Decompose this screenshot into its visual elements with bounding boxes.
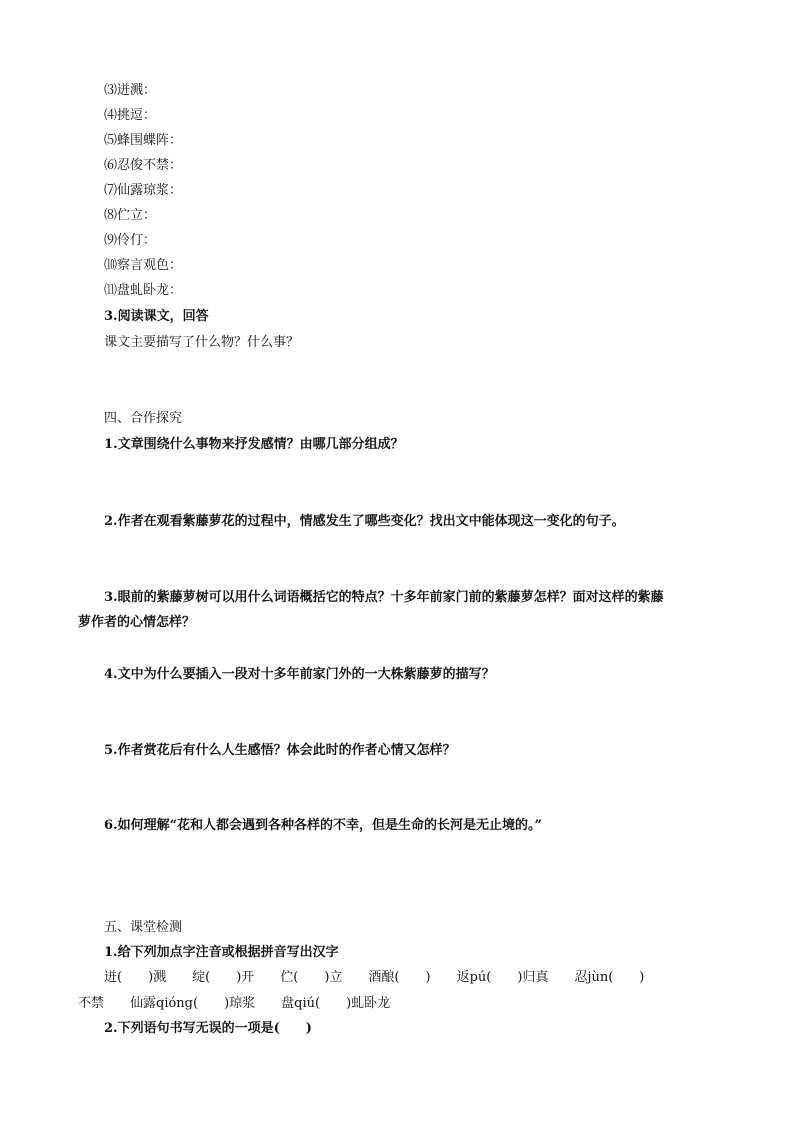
vocab-item: ⑻伫立： [104,208,157,223]
vocab-item: ⑼伶仃： [104,233,157,248]
vocab-item: ⑶迸溅： [104,83,157,98]
section4-q2: 2.作者在观看紫藤萝花的过程中，情感发生了哪些变化？找出文中能体现这一变化的句子。 [104,514,625,529]
section5-heading: 五、课堂检测 [104,920,183,935]
vocab-item: ⑾盘虬卧龙： [104,283,183,298]
section4-q4: 4.文中为什么要插入一段对十多年前家门外的一大株紫藤萝的描写？ [104,667,495,682]
vocab-item: ⑷挑逗： [104,108,157,123]
vocab-item: ⑹忍俊不禁： [104,158,183,173]
section5-q2: 2.下列语句书写无误的一项是( ) [104,1021,312,1036]
section3-question: 课文主要描写了什么物？什么事？ [104,335,300,350]
section4-q1: 1.文章围绕什么事物来抒发感情？由哪几部分组成？ [104,437,404,452]
section4-q3-line1: 3.眼前的紫藤萝树可以用什么词语概括它的特点？十多年前家门前的紫藤萝怎样？面对这样的紫藤 [104,590,664,605]
vocab-item: ⑽察言观色： [104,258,183,273]
vocab-item: ⑺仙露琼浆： [104,183,183,198]
section4-q3-line2: 萝作者的心情怎样？ [78,615,196,630]
section4-q6: 6.如何理解“花和人都会遇到各种各样的不幸，但是生命的长河是无止境的。” [104,818,543,833]
pinyin-line-2: 不禁 仙露qióng( )琼浆 盘qiú( )虬卧龙 [78,996,391,1011]
section4-heading: 四、合作探究 [104,411,183,426]
section4-q5: 5.作者赏花后有什么人生感悟？体会此时的作者心情又怎样？ [104,743,456,758]
pinyin-line-1: 迸( )溅 绽( )开 伫( )立 酒酿( ) 返pú( )归真 忍jùn( ) [104,970,645,985]
section3-heading: 3.阅读课文，回答 [104,309,209,324]
section5-q1: 1.给下列加点字注音或根据拼音写出汉字 [104,945,339,960]
vocab-item: ⑸蜂围蝶阵： [104,133,183,148]
